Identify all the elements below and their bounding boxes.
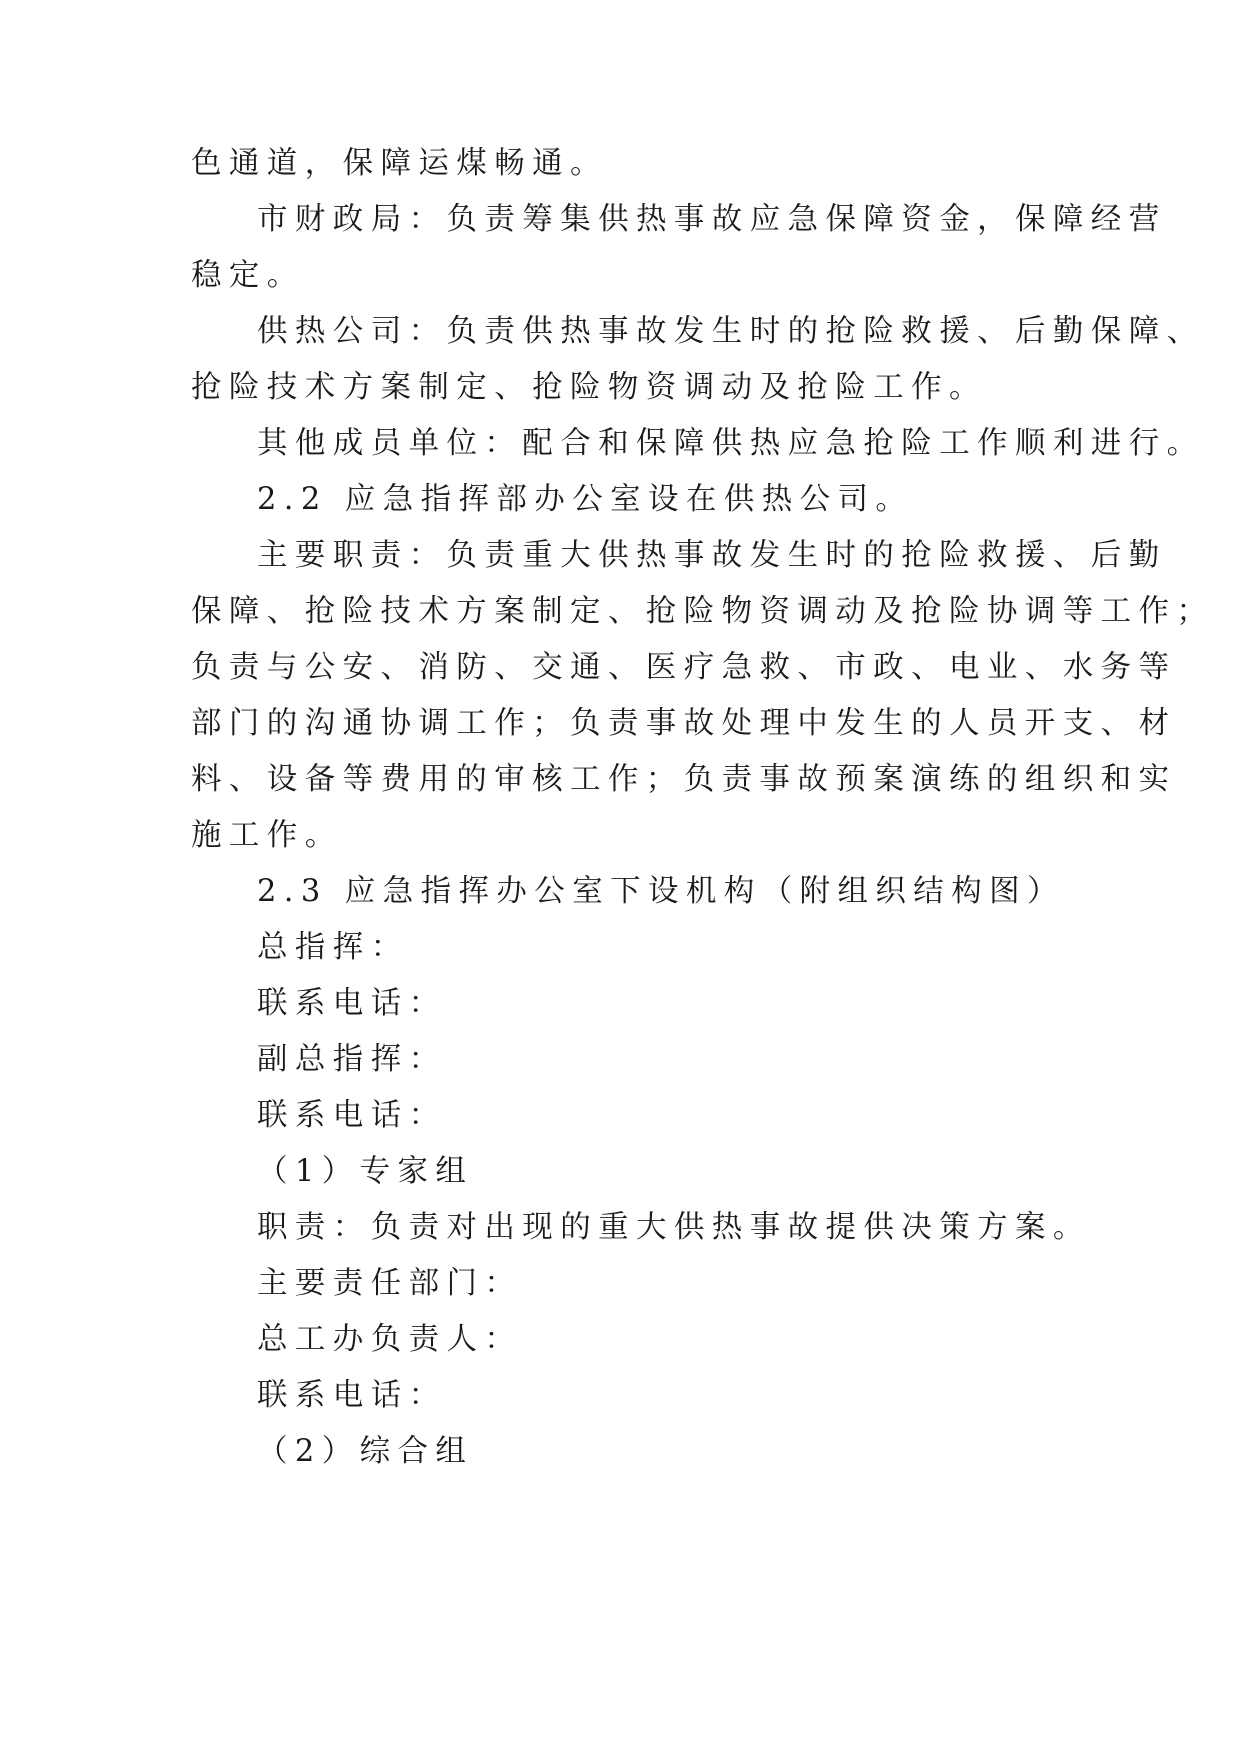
text-line: 供热公司：负责供热事故发生时的抢险救援、后勤保障、 <box>257 314 1205 349</box>
section-heading: 2.3 应急指挥办公室下设机构（附组织结构图） <box>257 874 1065 909</box>
text-line: 联系电话： <box>257 1378 447 1413</box>
text-line: 联系电话： <box>257 1098 447 1133</box>
subsection-heading: （1）专家组 <box>257 1154 474 1189</box>
text-line: 施工作。 <box>191 818 343 853</box>
subsection-heading: （2）综合组 <box>257 1434 474 1469</box>
text-line: 部门的沟通协调工作；负责事故处理中发生的人员开支、材 <box>191 706 1177 741</box>
text-line: 抢险技术方案制定、抢险物资调动及抢险工作。 <box>191 370 987 405</box>
text-line: 主要责任部门： <box>257 1266 523 1301</box>
text-line: 保障、抢险技术方案制定、抢险物资调动及抢险协调等工作； <box>191 594 1215 629</box>
text-line: 职责：负责对出现的重大供热事故提供决策方案。 <box>257 1210 1091 1245</box>
text-line: 负责与公安、消防、交通、医疗急救、市政、电业、水务等 <box>191 650 1177 685</box>
text-line: 总指挥： <box>257 930 409 965</box>
text-line: 色通道，保障运煤畅通。 <box>191 146 608 181</box>
text-line: 副总指挥： <box>257 1042 447 1077</box>
section-heading: 2.2 应急指挥部办公室设在供热公司。 <box>257 482 914 517</box>
text-line: 联系电话： <box>257 986 447 1021</box>
text-line: 料、设备等费用的审核工作；负责事故预案演练的组织和实 <box>191 762 1177 797</box>
text-line: 市财政局：负责筹集供热事故应急保障资金，保障经营 <box>257 202 1167 237</box>
text-line: 其他成员单位：配合和保障供热应急抢险工作顺利进行。 <box>257 426 1205 461</box>
text-line: 稳定。 <box>191 258 305 293</box>
text-line: 总工办负责人： <box>257 1322 523 1357</box>
text-line: 主要职责：负责重大供热事故发生时的抢险救援、后勤 <box>257 538 1167 573</box>
